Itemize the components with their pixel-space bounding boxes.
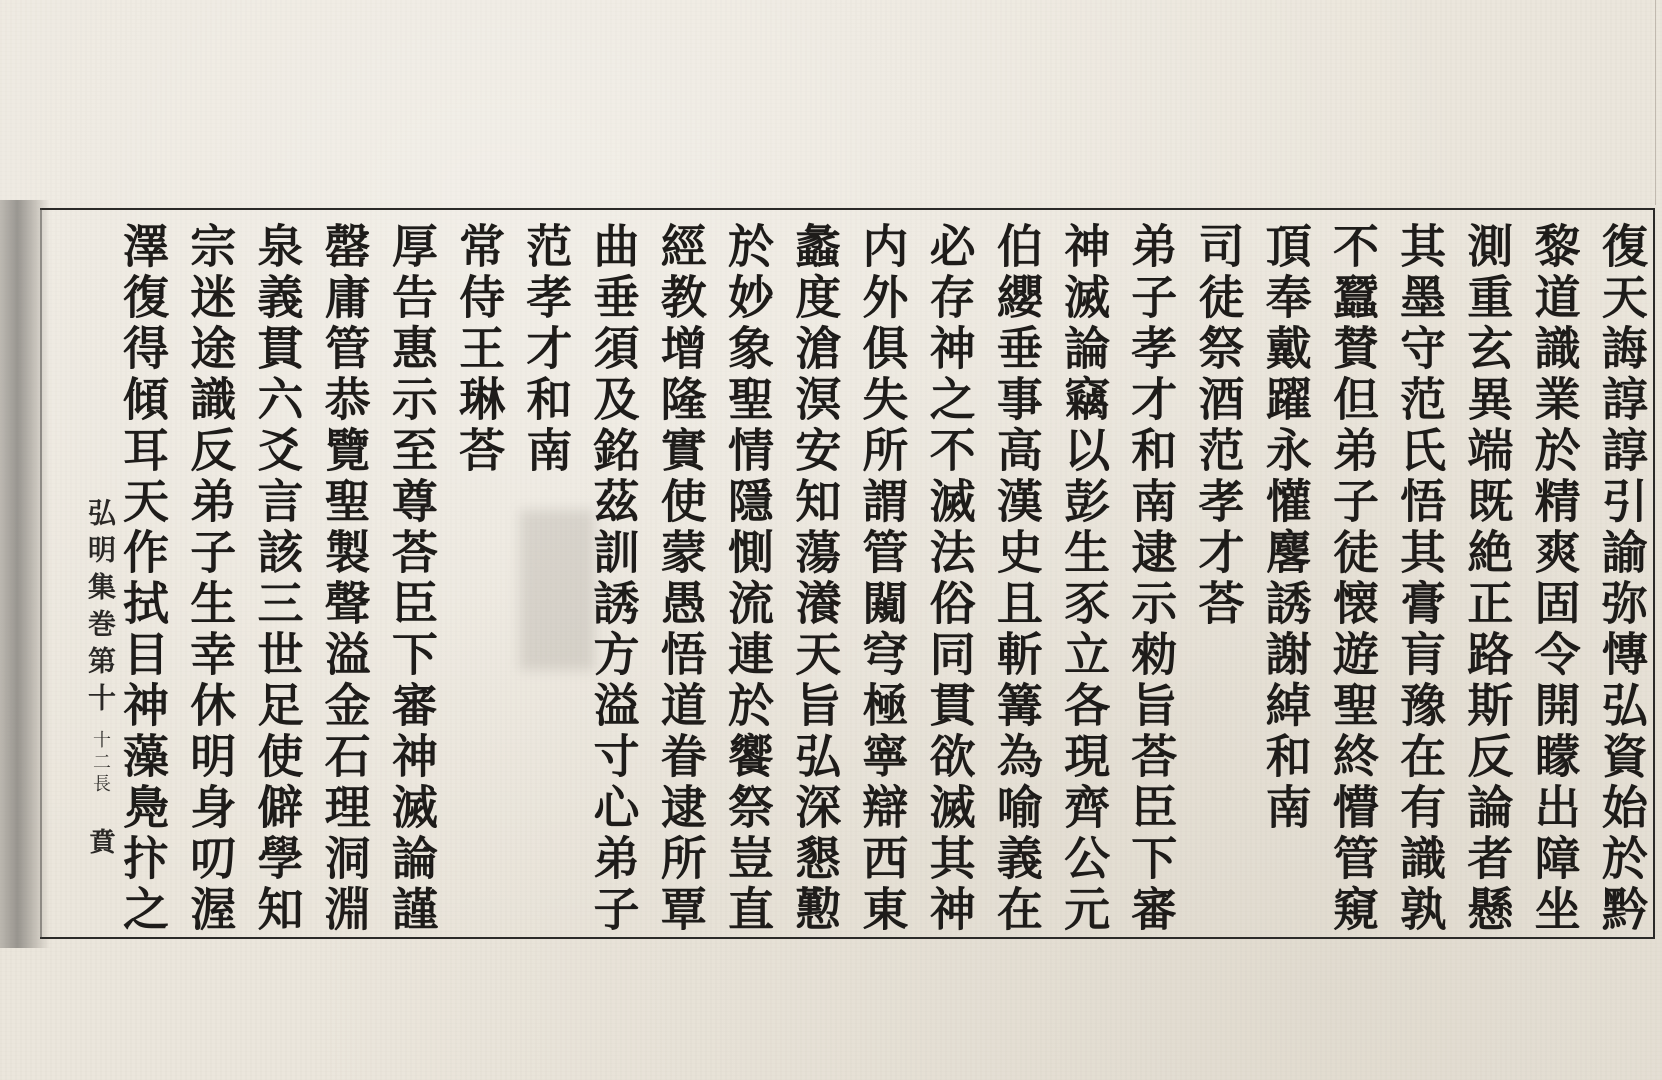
margin-leaf-number: 十二長 [90,730,111,796]
frame-right-rule [1653,208,1655,939]
text-column: 范孝才和南 [519,222,574,477]
text-block [116,222,1649,936]
text-column: 泉義貫六爻言該三世足使僻學知 [250,222,305,936]
text-column: 伯纓垂事高漢史且斬篝為喻義在 [989,222,1044,936]
frame-bottom-rule [40,937,1655,939]
frame-top-rule [40,208,1655,210]
text-column: 其墨守范氏悟其膏肓豫在有識孰 [1393,222,1448,936]
rubbing-edge-smudge [0,200,50,948]
text-column: 常侍王琳荅 [452,222,507,477]
text-column: 經教增隆實使蒙愚悟道眷逮所覃 [653,222,708,936]
text-column: 頂奉戴躍永懽麐誘謝綽和南 [1258,222,1313,834]
text-column: 弟子孝才和南逮示勑旨荅臣下審 [1124,222,1179,936]
text-column: 澤復得傾耳天作拭目神藻鳧抃之 [116,222,170,936]
frame-left-rule [40,208,42,939]
text-column: 復天誨諄諄引諭弥慱弘資始於黔 [1594,222,1649,936]
text-column: 於妙象聖情隱惻流連於饗祭豈直 [720,222,775,936]
text-column: 測重玄異端既絶正路斯反論者懸 [1460,222,1515,936]
paper-crease [1655,0,1656,205]
text-column: 曲垂須及銘茲訓誘方溢寸心弟子 [586,222,641,936]
text-column: 宗迷途識反弟子生幸休明身叨渥 [183,222,238,936]
margin-carver-mark: 賁 [85,828,115,854]
text-column: 内外俱失所謂管闚穹極寧辯西東 [855,222,910,936]
text-column: 必存神之不滅法俗同貫欲滅其神 [922,222,977,936]
text-column: 不蠶賛但弟子徒懐遊聖終懵管窺 [1325,222,1380,936]
text-column: 蠡度滄溟安知蕩瀁天旨弘深懇懃 [788,222,843,936]
text-column: 神滅論竊以彭生豕立各現齊公元 [1057,222,1112,936]
margin-book-title: 弘明集巻第十 [84,498,117,720]
text-column: 黎道識業於精爽固令開矇出障坐 [1527,222,1582,936]
text-column: 厚告惠示至尊荅臣下審神滅論謹 [384,222,439,936]
text-column: 司徒祭酒范孝才荅 [1191,222,1246,630]
text-column: 罄庸管恭覽聖製聲溢金石理洞淵 [317,222,372,936]
